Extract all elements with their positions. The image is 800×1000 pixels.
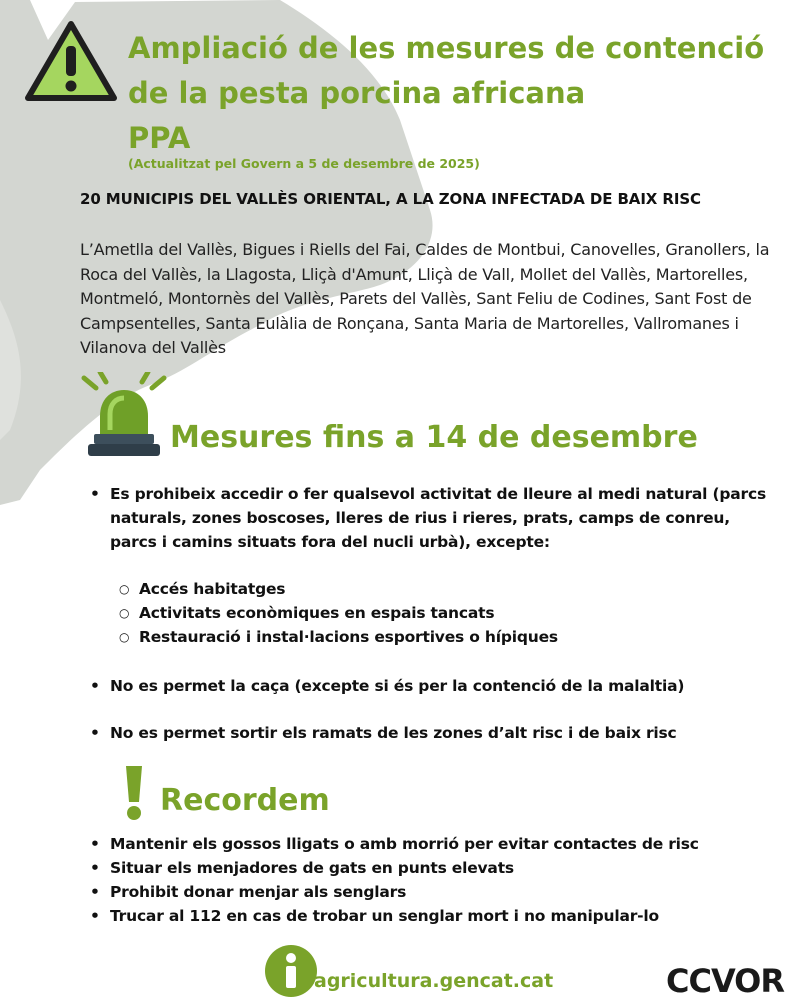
exception-item	[119, 601, 495, 625]
municipality-list: L’Ametlla del Vallès, Bigues i Riells del Fai, Caldes de Montbui, Canovelles, Granollers, la Roca del Vallès, la Llagosta, Lliçà d'Amunt, Lliçà de Vall, Mollet del Vallès, Martorelles, Montmeló, Montornès del Vallès, Parets del Vallès, Sant Feliu de Codines, Sant Fost de Campsentelles, Santa Eulàlia de Ronçana, Santa Maria de Martorelles, Vallromanes i Vilanova del Vallès	[80, 240, 770, 357]
remember-item	[90, 880, 407, 904]
remember-text: Prohibit donar menjar als senglars	[110, 883, 407, 901]
bullet-icon: •	[90, 859, 100, 877]
remember-text: Mantenir els gossos lligats o amb morrió per evitar contactes de risc	[110, 835, 699, 853]
remember-text: Situar els menjadores de gats en punts elevats	[110, 859, 514, 877]
ccvor-logo	[666, 962, 784, 1000]
remember-heading: Recordem	[160, 783, 330, 818]
exclamation-icon	[121, 764, 147, 822]
measure-item	[90, 482, 780, 554]
info-icon	[264, 944, 318, 998]
exception-text: Restauració i instal·lacions esportives o hípiques	[139, 628, 558, 646]
title-line: Ampliació de les mesures de contenció	[128, 31, 765, 65]
logo-text: CCVOR	[666, 962, 785, 1000]
title-line: PPA	[128, 121, 191, 155]
siren-icon	[76, 372, 172, 460]
bullet-icon: •	[90, 485, 100, 503]
measures-heading: Mesures fins a 14 de desembre	[170, 420, 698, 455]
circle-bullet-icon: ○	[119, 630, 130, 644]
warning-icon	[24, 20, 118, 102]
bullet-icon: •	[90, 883, 100, 901]
bullet-icon: •	[90, 724, 100, 742]
update-note: (Actualitzat pel Govern a 5 de desembre de 2025)	[128, 156, 480, 171]
bullet-icon: •	[90, 907, 100, 925]
exception-item	[119, 625, 558, 649]
exception-item	[119, 577, 286, 601]
circle-bullet-icon: ○	[119, 606, 130, 620]
measure-text: Es prohibeix accedir o fer qualsevol activitat de lleure al medi natural (parcs naturals, zones boscoses, lleres de rius i rieres, prats, camps de conreu, parcs i camins situats fora del nucli urbà), excepte:	[110, 485, 766, 551]
zone-subheading: 20 MUNICIPIS DEL VALLÈS ORIENTAL, A LA ZONA INFECTADA DE BAIX RISC	[80, 190, 701, 208]
measure-text: No es permet la caça (excepte si és per la contenció de la malaltia)	[110, 677, 685, 695]
page-title	[128, 26, 788, 161]
bullet-icon: •	[90, 677, 100, 695]
measure-text: No es permet sortir els ramats de les zones d’alt risc i de baix risc	[110, 724, 677, 742]
exception-text: Activitats econòmiques en espais tancats	[139, 604, 495, 622]
title-line: de la pesta porcina africana	[128, 76, 586, 110]
remember-item	[90, 904, 659, 928]
exception-text: Accés habitatges	[139, 580, 286, 598]
remember-text: Trucar al 112 en cas de trobar un senglar mort i no manipular-lo	[110, 907, 659, 925]
remember-item	[90, 832, 699, 856]
measure-item	[90, 674, 685, 698]
measure-item	[90, 721, 677, 745]
circle-bullet-icon: ○	[119, 582, 130, 596]
bullet-icon: •	[90, 835, 100, 853]
website-link[interactable]: agricultura.gencat.cat	[314, 970, 554, 992]
remember-item	[90, 856, 514, 880]
